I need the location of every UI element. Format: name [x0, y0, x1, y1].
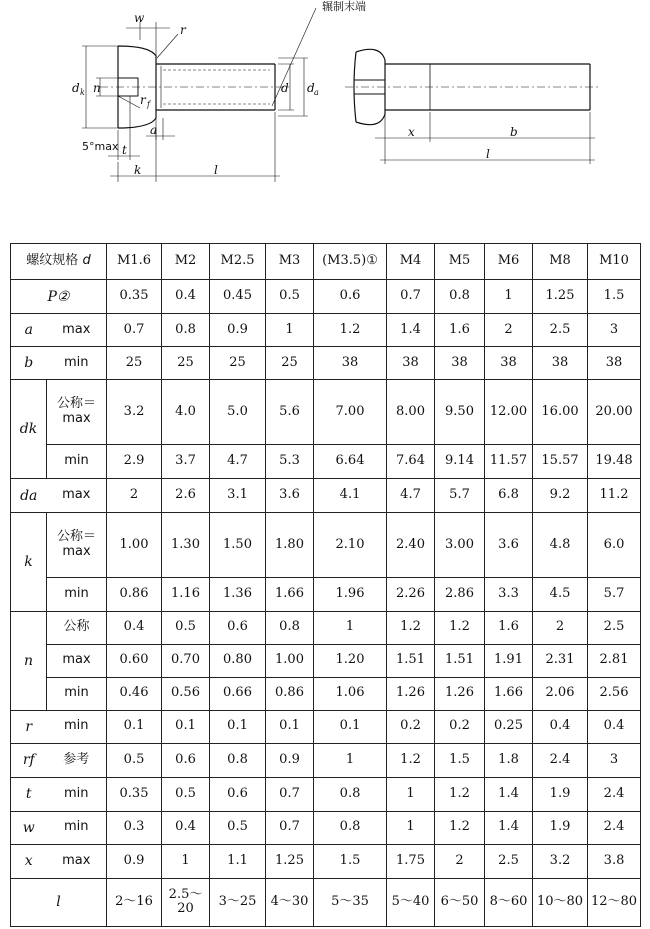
value-cell: 0.46 — [107, 677, 162, 710]
value-cell: 9.2 — [533, 479, 588, 513]
value-cell: 15.57 — [533, 445, 588, 479]
value-cell: 0.1 — [162, 710, 210, 743]
row-label: n — [11, 611, 47, 710]
size-cell: M2.5 — [210, 244, 266, 280]
value-cell: 0.9 — [210, 314, 266, 347]
value-cell: 5.6 — [266, 380, 314, 445]
row-label: b — [11, 347, 47, 380]
value-cell: 2.5 — [588, 611, 641, 644]
value-cell: 1.25 — [266, 844, 314, 878]
value-cell: 5～35 — [314, 878, 387, 926]
label-a: a — [150, 123, 158, 137]
value-cell: 0.1 — [314, 710, 387, 743]
row-label: w — [11, 811, 47, 844]
value-cell: 1.9 — [533, 811, 588, 844]
value-cell: 1 — [485, 280, 533, 314]
value-cell: 4.7 — [210, 445, 266, 479]
value-cell: 0.8 — [162, 314, 210, 347]
value-cell: 1.4 — [485, 777, 533, 811]
value-cell: 0.6 — [210, 777, 266, 811]
value-cell: 1.51 — [435, 644, 485, 677]
value-cell: 1.9 — [533, 777, 588, 811]
size-cell: M5 — [435, 244, 485, 280]
value-cell: 0.66 — [210, 677, 266, 710]
value-cell: 38 — [588, 347, 641, 380]
header-label-cell — [11, 244, 107, 280]
size-cell: M10 — [588, 244, 641, 280]
label-l-right: l — [486, 147, 490, 161]
value-cell: 19.48 — [588, 445, 641, 479]
value-cell: 2 — [485, 314, 533, 347]
value-cell: 4.5 — [533, 578, 588, 611]
value-cell: 0.86 — [107, 578, 162, 611]
screw-spec-table — [10, 243, 641, 927]
row-k-nominal — [11, 513, 641, 578]
value-cell: 3.00 — [435, 513, 485, 578]
row-a — [11, 314, 641, 347]
value-cell: 1.26 — [387, 677, 435, 710]
value-cell: 0.80 — [210, 644, 266, 677]
row-condition: min — [47, 777, 107, 811]
size-cell: M2 — [162, 244, 210, 280]
row-label: k — [11, 513, 47, 611]
label-n: n — [93, 81, 101, 95]
row-x — [11, 844, 641, 878]
value-cell: 1.91 — [485, 644, 533, 677]
value-cell: 1.2 — [387, 743, 435, 777]
value-cell: 1 — [314, 611, 387, 644]
row-condition: max — [47, 479, 107, 513]
size-cell: M3 — [266, 244, 314, 280]
condition-nominal: 公称＝ — [57, 529, 97, 545]
value-cell: 0.6 — [210, 611, 266, 644]
value-cell: 2.81 — [588, 644, 641, 677]
row-condition: min — [47, 811, 107, 844]
value-cell: 0.45 — [210, 280, 266, 314]
label-thread-end: 辗制末端 — [322, 0, 366, 13]
value-cell: 25 — [266, 347, 314, 380]
value-cell: 0.7 — [107, 314, 162, 347]
value-cell: 2.10 — [314, 513, 387, 578]
value-cell: 0.3 — [107, 811, 162, 844]
row-n-nominal — [11, 611, 641, 644]
value-cell: 4.7 — [387, 479, 435, 513]
label-k: k — [134, 163, 142, 177]
label-b: b — [510, 125, 518, 139]
value-cell: 12～80 — [588, 878, 641, 926]
label-da-sub: a — [314, 88, 319, 97]
value-cell: 7.64 — [387, 445, 435, 479]
value-cell: 4.0 — [162, 380, 210, 445]
value-cell: 1 — [387, 811, 435, 844]
value-cell: 8.00 — [387, 380, 435, 445]
value-cell: 3.3 — [485, 578, 533, 611]
value-cell: 1.2 — [435, 611, 485, 644]
value-cell: 0.6 — [314, 280, 387, 314]
row-label: a — [11, 314, 47, 347]
row-condition — [47, 513, 107, 578]
value-cell: 38 — [435, 347, 485, 380]
value-cell: 25 — [162, 347, 210, 380]
value-cell: 5.7 — [588, 578, 641, 611]
row-label: rf — [11, 743, 47, 777]
value-cell: 0.4 — [107, 611, 162, 644]
label-da: d — [307, 81, 315, 95]
size-cell: (M3.5)① — [314, 244, 387, 280]
value-cell: 2.5 — [533, 314, 588, 347]
value-cell: 1.2 — [314, 314, 387, 347]
value-cell: 1.36 — [210, 578, 266, 611]
size-cell: M8 — [533, 244, 588, 280]
size-cell: M4 — [387, 244, 435, 280]
row-condition: max — [47, 844, 107, 878]
value-cell: 2.9 — [107, 445, 162, 479]
value-cell: 0.86 — [266, 677, 314, 710]
value-cell: 2.31 — [533, 644, 588, 677]
label-x: x — [408, 125, 415, 139]
row-condition: min — [47, 578, 107, 611]
value-cell: 2 — [107, 479, 162, 513]
value-cell: 3 — [588, 314, 641, 347]
value-cell: 2.40 — [387, 513, 435, 578]
value-cell: 0.5 — [107, 743, 162, 777]
value-cell: 2 — [533, 611, 588, 644]
value-cell: 0.9 — [107, 844, 162, 878]
value-cell: 1.80 — [266, 513, 314, 578]
value-cell: 0.7 — [266, 777, 314, 811]
value-cell: 0.8 — [314, 777, 387, 811]
value-cell: 1.51 — [387, 644, 435, 677]
value-cell: 5～40 — [387, 878, 435, 926]
value-cell: 1.16 — [162, 578, 210, 611]
value-cell: 0.7 — [266, 811, 314, 844]
value-cell: 1.5 — [588, 280, 641, 314]
value-cell: 8～60 — [485, 878, 533, 926]
value-cell: 1 — [266, 314, 314, 347]
value-cell: 1.06 — [314, 677, 387, 710]
value-cell: 0.4 — [588, 710, 641, 743]
value-cell: 5.7 — [435, 479, 485, 513]
row-label: t — [11, 777, 47, 811]
value-cell: 1.6 — [485, 611, 533, 644]
value-cell: 2.5～20 — [162, 878, 210, 926]
row-label: dk — [11, 380, 47, 479]
value-cell: 6.0 — [588, 513, 641, 578]
value-cell: 0.6 — [162, 743, 210, 777]
header-label: 螺纹规格 — [26, 253, 79, 269]
value-cell: 0.8 — [435, 280, 485, 314]
row-condition: min — [47, 445, 107, 479]
label-l-left: l — [214, 163, 218, 177]
header-label-var: d — [82, 253, 91, 269]
row-P — [11, 280, 641, 314]
value-cell: 0.25 — [485, 710, 533, 743]
value-cell: 12.00 — [485, 380, 533, 445]
row-condition: max — [47, 644, 107, 677]
value-cell: 1.5 — [435, 743, 485, 777]
condition-max: max — [62, 544, 91, 560]
row-n-min — [11, 677, 641, 710]
value-cell: 20.00 — [588, 380, 641, 445]
value-cell: 3.6 — [266, 479, 314, 513]
row-t — [11, 777, 641, 811]
value-cell: 38 — [485, 347, 533, 380]
row-condition: min — [47, 677, 107, 710]
value-cell: 11.2 — [588, 479, 641, 513]
value-cell: 0.56 — [162, 677, 210, 710]
value-cell: 3 — [588, 743, 641, 777]
row-condition: max — [47, 314, 107, 347]
value-cell: 2.4 — [588, 811, 641, 844]
value-cell: 2.4 — [533, 743, 588, 777]
value-cell: 0.5 — [162, 777, 210, 811]
value-cell: 2.5 — [485, 844, 533, 878]
label-rf: r — [140, 93, 146, 107]
row-dk-min — [11, 445, 641, 479]
value-cell: 3.2 — [533, 844, 588, 878]
value-cell: 1 — [162, 844, 210, 878]
value-cell: 2.4 — [588, 777, 641, 811]
condition-max: max — [62, 411, 91, 427]
value-cell: 38 — [533, 347, 588, 380]
value-cell: 1.1 — [210, 844, 266, 878]
value-cell: 1.96 — [314, 578, 387, 611]
value-cell: 2～16 — [107, 878, 162, 926]
value-cell: 7.00 — [314, 380, 387, 445]
size-cell: M1.6 — [107, 244, 162, 280]
value-cell: 0.60 — [107, 644, 162, 677]
row-label: da — [11, 479, 47, 513]
row-rf — [11, 743, 641, 777]
value-cell: 4.8 — [533, 513, 588, 578]
value-cell: 1 — [314, 743, 387, 777]
value-cell: 0.5 — [266, 280, 314, 314]
value-cell: 3～25 — [210, 878, 266, 926]
value-cell: 38 — [314, 347, 387, 380]
header-row — [11, 244, 641, 280]
row-da — [11, 479, 641, 513]
value-cell: 0.4 — [162, 280, 210, 314]
value-cell: 38 — [387, 347, 435, 380]
value-cell: 25 — [107, 347, 162, 380]
value-cell: 5.0 — [210, 380, 266, 445]
value-cell: 6.8 — [485, 479, 533, 513]
row-condition: 公称 — [47, 611, 107, 644]
row-l — [11, 878, 641, 926]
value-cell: 0.35 — [107, 280, 162, 314]
value-cell: 9.14 — [435, 445, 485, 479]
row-condition — [47, 380, 107, 445]
value-cell: 1.5 — [314, 844, 387, 878]
value-cell: 1.50 — [210, 513, 266, 578]
row-label: r — [11, 710, 47, 743]
value-cell: 25 — [210, 347, 266, 380]
value-cell: 0.8 — [314, 811, 387, 844]
value-cell: 1.2 — [435, 777, 485, 811]
row-condition: min — [47, 347, 107, 380]
value-cell: 1.30 — [162, 513, 210, 578]
value-cell: 4.1 — [314, 479, 387, 513]
row-label: P② — [11, 280, 107, 314]
value-cell: 1.00 — [107, 513, 162, 578]
value-cell: 0.1 — [266, 710, 314, 743]
value-cell: 11.57 — [485, 445, 533, 479]
label-angle: 5°max — [82, 140, 119, 153]
value-cell: 1.2 — [435, 811, 485, 844]
value-cell: 0.7 — [387, 280, 435, 314]
value-cell: 3.7 — [162, 445, 210, 479]
value-cell: 3.1 — [210, 479, 266, 513]
row-b — [11, 347, 641, 380]
row-condition: min — [47, 710, 107, 743]
value-cell: 0.5 — [210, 811, 266, 844]
label-dk-sub: k — [80, 88, 85, 97]
value-cell: 16.00 — [533, 380, 588, 445]
label-t: t — [122, 143, 127, 157]
value-cell: 1.4 — [485, 811, 533, 844]
row-dk-nominal — [11, 380, 641, 445]
value-cell: 0.2 — [435, 710, 485, 743]
condition-nominal: 公称＝ — [57, 396, 97, 412]
value-cell: 1.66 — [266, 578, 314, 611]
value-cell: 2 — [435, 844, 485, 878]
value-cell: 3.6 — [485, 513, 533, 578]
value-cell: 0.1 — [210, 710, 266, 743]
value-cell: 1.66 — [485, 677, 533, 710]
value-cell: 0.9 — [266, 743, 314, 777]
value-cell: 1.2 — [387, 611, 435, 644]
label-d: d — [281, 81, 289, 95]
value-cell: 1.00 — [266, 644, 314, 677]
value-cell: 1 — [387, 777, 435, 811]
value-cell: 6.64 — [314, 445, 387, 479]
row-label: x — [11, 844, 47, 878]
value-cell: 9.50 — [435, 380, 485, 445]
value-cell: 4～30 — [266, 878, 314, 926]
value-cell: 0.5 — [162, 611, 210, 644]
row-w — [11, 811, 641, 844]
value-cell: 10～80 — [533, 878, 588, 926]
value-cell: 1.75 — [387, 844, 435, 878]
value-cell: 3.2 — [107, 380, 162, 445]
value-cell: 0.70 — [162, 644, 210, 677]
value-cell: 1.20 — [314, 644, 387, 677]
row-k-min — [11, 578, 641, 611]
row-label: l — [11, 878, 107, 926]
value-cell: 1.6 — [435, 314, 485, 347]
value-cell: 3.8 — [588, 844, 641, 878]
value-cell: 1.26 — [435, 677, 485, 710]
value-cell: 1.4 — [387, 314, 435, 347]
value-cell: 0.35 — [107, 777, 162, 811]
value-cell: 1.8 — [485, 743, 533, 777]
label-rf-sub: f — [147, 100, 150, 109]
value-cell: 2.56 — [588, 677, 641, 710]
value-cell: 0.1 — [107, 710, 162, 743]
row-condition: 参考 — [47, 743, 107, 777]
value-cell: 0.2 — [387, 710, 435, 743]
value-cell: 2.86 — [435, 578, 485, 611]
label-w: w — [134, 11, 145, 25]
value-cell: 0.8 — [210, 743, 266, 777]
value-cell: 5.3 — [266, 445, 314, 479]
value-cell: 6～50 — [435, 878, 485, 926]
row-r — [11, 710, 641, 743]
label-r: r — [180, 23, 186, 37]
size-cell: M6 — [485, 244, 533, 280]
value-cell: 0.4 — [162, 811, 210, 844]
value-cell: 2.06 — [533, 677, 588, 710]
screw-drawing — [0, 0, 650, 235]
value-cell: 2.6 — [162, 479, 210, 513]
label-dk: d — [72, 81, 80, 95]
value-cell: 2.26 — [387, 578, 435, 611]
row-n-max — [11, 644, 641, 677]
value-cell: 1.25 — [533, 280, 588, 314]
value-cell: 0.4 — [533, 710, 588, 743]
value-cell: 0.8 — [266, 611, 314, 644]
